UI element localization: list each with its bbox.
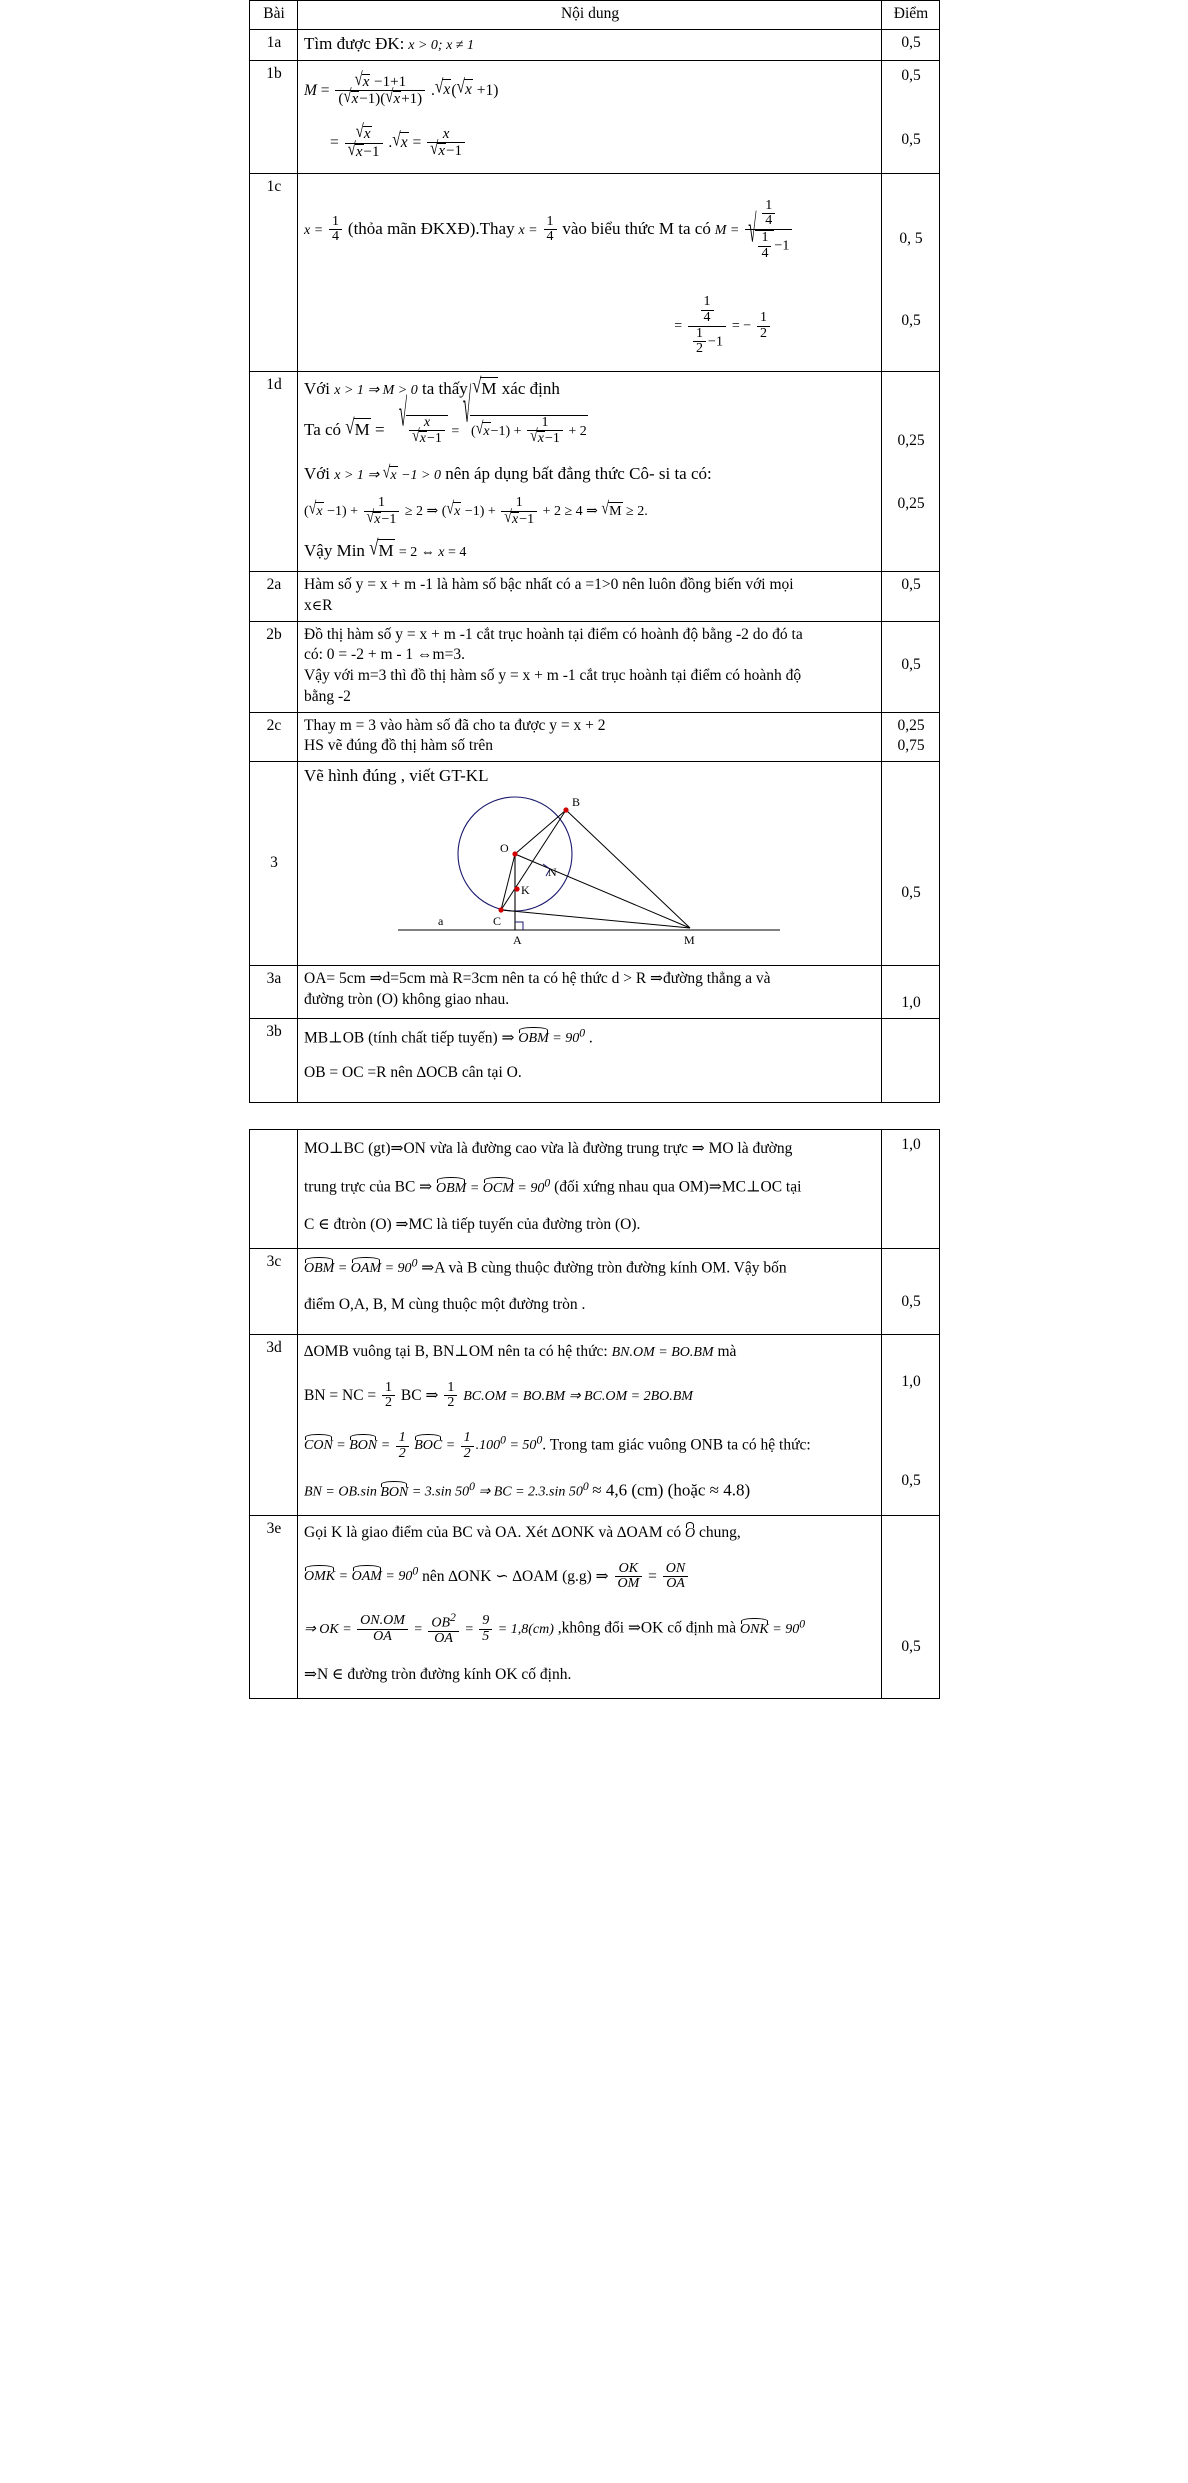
t: x xyxy=(304,596,312,614)
row-score-1b xyxy=(882,60,940,173)
t: ⊥ xyxy=(328,1029,343,1047)
math-1d-line1: Với x > 1 ⇒ M > 0 ta thấy √M xác định xyxy=(304,377,876,401)
row-label-3c: 3c xyxy=(250,1248,298,1334)
row-label-1d: 1d xyxy=(250,372,298,572)
t: (đối xứng nhau qua OM)⇒MC⊥OC tại xyxy=(554,1179,802,1197)
score-value: 0,5 xyxy=(901,131,921,149)
score-value: 0, 5 xyxy=(899,229,923,247)
score-value: 1,0 xyxy=(901,1372,921,1390)
row-label-3a: 3a xyxy=(250,965,298,1018)
answers-table-part1 xyxy=(249,0,940,1103)
row-score-2c xyxy=(882,712,940,762)
text-1a: Tìm được ĐK: xyxy=(304,33,405,53)
row-content-cont xyxy=(298,1129,882,1248)
point-B xyxy=(563,807,568,812)
label-K: K xyxy=(521,882,530,897)
math-1d-line4: (√x −1) + $\frac{1}{√x-1}$ ≥ 2 ⇒ (√x −1) + $\frac{1}{√x-1}$ + 2 ≥ 4 ⇒ √M ≥ 2. xyxy=(304,494,648,527)
row-score-3d xyxy=(882,1334,940,1515)
row-score-3e xyxy=(882,1515,940,1698)
row-content-3d xyxy=(298,1334,882,1515)
text-3b-line1: MB⊥OB (tính chất tiếp tuyến) ⇒ OBM = $90^0$ . xyxy=(304,1026,876,1049)
row-score-2a xyxy=(882,572,940,622)
row-label-2b: 2b xyxy=(250,621,298,712)
table-row xyxy=(250,1248,940,1334)
math-1d-line2: Ta có √M = √ $\frac{x}{√x-1}$ = √(√x−1) + $\frac{1}{√x-1}$ + 2 xyxy=(304,382,587,447)
text-2c-line1: Thay m = 3 vào hàm số đã cho ta được y = x + 2 xyxy=(304,716,606,734)
segment-CM xyxy=(501,910,690,928)
math-1c-line1: x = $\frac{1}{4}$ (thỏa mãn ĐKXĐ).Thay x = $\frac{1}{4}$ vào biểu thức M ta có M = $\frac{1}{4}$ √ $\frac{1}{4}$ −1 xyxy=(304,199,876,262)
math-1a-condition: x > 0; x ≠ 1 xyxy=(408,37,474,53)
label-M: M xyxy=(684,932,695,947)
score-value: 0,5 xyxy=(901,576,921,594)
row-content-2b xyxy=(298,621,882,712)
row-content-3c xyxy=(298,1248,882,1334)
row-label-cont xyxy=(250,1129,298,1248)
point-O xyxy=(512,851,517,856)
label-a: a xyxy=(438,913,444,928)
table-row xyxy=(250,173,940,372)
t: xác định xyxy=(501,379,560,399)
score-value: 0,5 xyxy=(901,655,921,673)
label-B: B xyxy=(572,794,581,809)
text-3d-line2: BN = NC = $\frac{1}{2}$ BC ⇒ $\frac{1}{2}$ BC.OM = BO.BM ⇒ BC.OM = 2BO.BM xyxy=(304,1379,693,1411)
table-row xyxy=(250,372,940,572)
row-content-1a xyxy=(298,29,882,60)
row-label-2a: 2a xyxy=(250,572,298,622)
point-K xyxy=(514,886,519,891)
math-1d-line5: Vậy Min √M = 2 ⇔ x = 4 xyxy=(304,539,876,563)
text-cont-line1: MO⊥BC (gt)⇒ON vừa là đường cao vừa là đường trung trực ⇒ MO là đường xyxy=(304,1139,793,1157)
row-score-1a xyxy=(882,29,940,60)
score-value: 0,25 xyxy=(897,494,925,512)
math-1b-line2: = $\frac{√x}{√x-1}$ .√x = $\frac{x}{√x-1}$ xyxy=(304,126,876,161)
row-score-3a xyxy=(882,965,940,1018)
row-content-2a xyxy=(298,572,882,622)
header-bai: Bài xyxy=(250,1,298,30)
label-O: O xyxy=(500,840,509,855)
score-value: 1,0 xyxy=(901,1135,921,1153)
text-3-line1: Vẽ hình đúng , viết GT-KL xyxy=(304,766,489,786)
page-break-gap xyxy=(249,1103,939,1129)
text-3a-line1: OA= 5cm ⇒d=5cm mà R=3cm nên ta có hệ thức d > R ⇒đường thẳng a và xyxy=(304,969,771,987)
row-label-3e: 3e xyxy=(250,1515,298,1698)
table-row xyxy=(250,572,940,622)
row-score-cont xyxy=(882,1129,940,1248)
t: Với xyxy=(304,379,330,399)
t: Ta có xyxy=(304,419,342,439)
geometry-figure xyxy=(304,788,876,961)
row-content-1d xyxy=(298,372,882,572)
row-label-3b: 3b xyxy=(250,1018,298,1102)
t: OB = OC =R nên xyxy=(304,1063,417,1081)
row-content-2c xyxy=(298,712,882,762)
t: R xyxy=(322,596,333,614)
t: OB (tính chất tiếp tuyến) xyxy=(342,1029,498,1047)
label-N: N xyxy=(548,864,557,879)
header-diem: Điểm xyxy=(882,1,940,30)
table-row xyxy=(250,712,940,762)
score-value: 0,5 xyxy=(901,1292,921,1310)
text-2b-line4: bằng -2 xyxy=(304,687,351,705)
text-3c-line2: điểm O,A, B, M cùng thuộc một đường tròn . xyxy=(304,1296,586,1314)
row-score-3 xyxy=(882,762,940,966)
table-row xyxy=(250,1334,940,1515)
answers-table-part2 xyxy=(249,1129,940,1699)
math-1b-line1: M = $\frac{√x -1+1}{(√x-1)(√x+1)}$ .√x(√x +1) xyxy=(304,69,499,108)
segment-BM xyxy=(566,810,690,928)
table-row xyxy=(250,60,940,173)
segment-OM xyxy=(515,854,690,928)
row-label-1a: 1a xyxy=(250,29,298,60)
right-angle-A xyxy=(515,922,523,930)
score-value: 0,25 xyxy=(897,432,925,450)
text-2b-line1: Đồ thị hàm số y = x + m -1 cắt trục hoành tại điểm có hoành độ bằng -2 do đó ta xyxy=(304,625,803,643)
point-C xyxy=(498,907,503,912)
math-1b xyxy=(304,69,876,161)
t: chung, xyxy=(699,1523,741,1541)
score-value: 0,25 xyxy=(897,716,925,734)
table-row xyxy=(250,1515,940,1698)
table-row xyxy=(250,762,940,966)
math-1d-line3: Với x > 1 ⇒ √x −1 > 0 nên áp dụng bất đẳng thức Cô- si ta có: xyxy=(304,463,876,486)
segment-BC xyxy=(501,810,566,910)
row-label-3: 3 xyxy=(250,762,298,966)
t: OCB cân tại O. xyxy=(426,1063,522,1081)
text-3d-line4: BN = OB.sin BON = 3.sin $50^0$ ⇒ BC = 2.3.sin $50^0 \approx 4,6$ (cm) (hoặc ≈ 4.8) xyxy=(304,1479,876,1502)
table-row xyxy=(250,621,940,712)
t: MB xyxy=(304,1029,329,1047)
score-value: 0,5 xyxy=(901,1471,921,1489)
row-content-3a xyxy=(298,965,882,1018)
score-value: 0,5 xyxy=(901,884,921,902)
segment-OC xyxy=(501,854,515,910)
text-2a-line2 xyxy=(304,596,876,617)
text-2a-line1: Hàm số y = x + m -1 là hàm số bậc nhất có a =1>0 nên luôn đồng biến với mọi xyxy=(304,576,794,594)
row-content-1b xyxy=(298,60,882,173)
row-label-3d: 3d xyxy=(250,1334,298,1515)
row-score-3c xyxy=(882,1248,940,1334)
text-3d-line1: ∆OMB vuông tại B, BN⊥OM nên ta có hệ thức: BN.OM = BO.BM mà xyxy=(304,1342,737,1360)
row-score-2b xyxy=(882,621,940,712)
text-3b-line2: OB = OC =R nên ∆OCB cân tại O. xyxy=(304,1063,522,1081)
row-score-3b xyxy=(882,1018,940,1102)
row-label-1c: 1c xyxy=(250,173,298,372)
text-3e-line4: ⇒N ∈ đường tròn đường kính OK cố định. xyxy=(304,1665,572,1683)
score-value: 0,5 xyxy=(901,1637,921,1655)
text-2b-line2: có: 0 = -2 + m - 1 ⇔m=3. xyxy=(304,646,465,664)
score-value: 0,5 xyxy=(901,312,921,330)
text-3d-line3: CON = BON = $\frac{1}{2}$ BOC = $\frac{1}{2}$ $.100^0 = 50^0$. Trong tam giác vuông ONB ta có hệ thức: xyxy=(304,1429,811,1461)
row-content-3 xyxy=(298,762,882,966)
text-2c-line2: HS vẽ đúng đồ thị hàm số trên xyxy=(304,737,493,755)
answer-sheet-top xyxy=(249,0,939,1699)
row-label-2c: 2c xyxy=(250,712,298,762)
row-content-1c xyxy=(298,173,882,372)
text-3e-line2: OMK = OAM = $90^0$ nên ∆ONK ∽ ∆OAM (g.g) ⇒ $\frac{OK}{OM}$ = $\frac{ON}{OA}$ xyxy=(304,1562,876,1592)
score-value: 1,0 xyxy=(901,993,921,1011)
row-content-3e xyxy=(298,1515,882,1698)
t: Vậy Min xyxy=(304,541,365,561)
row-score-1c xyxy=(882,173,940,372)
t: Gọi K là giao điểm của BC và OA. Xét ∆ONK và ∆OAM có xyxy=(304,1523,682,1541)
t: trung trực của BC ⇒ xyxy=(304,1179,433,1197)
score-value: 0,75 xyxy=(897,737,925,755)
header-noidung: Nội dung xyxy=(298,1,882,30)
row-score-1d xyxy=(882,372,940,572)
t: ⇒A và B cùng thuộc đường tròn đường kính OM. Vậy bốn xyxy=(421,1259,787,1277)
label-A: A xyxy=(513,932,522,947)
t: ⇒ xyxy=(501,1029,515,1047)
table-row xyxy=(250,29,940,60)
math-1c-line2: = $\frac{1}{4}$ $\frac{1}{2}$ −1 = − $\frac{1}{2}$ xyxy=(304,295,876,357)
row-label-1b: 1b xyxy=(250,60,298,173)
t: mà xyxy=(717,1342,737,1360)
text-2b-line3: Vậy với m=3 thì đồ thị hàm số y = x + m -1 cắt trục hoành tại điểm có hoành độ xyxy=(304,667,802,685)
table-row xyxy=(250,965,940,1018)
segment-OB xyxy=(515,810,566,854)
row-content-3b xyxy=(298,1018,882,1102)
text-3e-line3: ⇒ OK = $\frac{ON.OM}{OA}$ = $\frac{OB^2}{OA}$ = $\frac{9}{5}$ = 1,8(cm) ,không đổi ⇒OK cố định mà ONK = $90^0$ xyxy=(304,1610,806,1647)
text-cont-line2: trung trực của BC ⇒ OBM = OCM = $90^0$ (đối xứng nhau qua OM)⇒MC⊥OC tại xyxy=(304,1175,876,1198)
score-value: 0,5 xyxy=(901,66,921,84)
score-value: 0,5 xyxy=(901,33,921,51)
text-3a-line2: đường tròn (O) không giao nhau. xyxy=(304,990,510,1008)
table-row xyxy=(250,1018,940,1102)
text-3c-line1: OBM = OAM = $90^0$ ⇒A và B cùng thuộc đường tròn đường kính OM. Vậy bốn xyxy=(304,1256,876,1279)
table-header-row xyxy=(250,1,940,30)
t: ∈ xyxy=(311,598,323,614)
label-C: C xyxy=(493,913,502,928)
text-cont-line3: C ∈ đtròn (O) ⇒MC là tiếp tuyến của đường tròn (O). xyxy=(304,1215,641,1233)
circle-tangent-geometry-figure xyxy=(380,792,800,952)
table-row xyxy=(250,1129,940,1248)
t: ta thấy xyxy=(422,379,468,399)
text-3e-line1: Gọi K là giao điểm của BC và OA. Xét ∆ONK và ∆OAM có O chung, xyxy=(304,1523,876,1544)
